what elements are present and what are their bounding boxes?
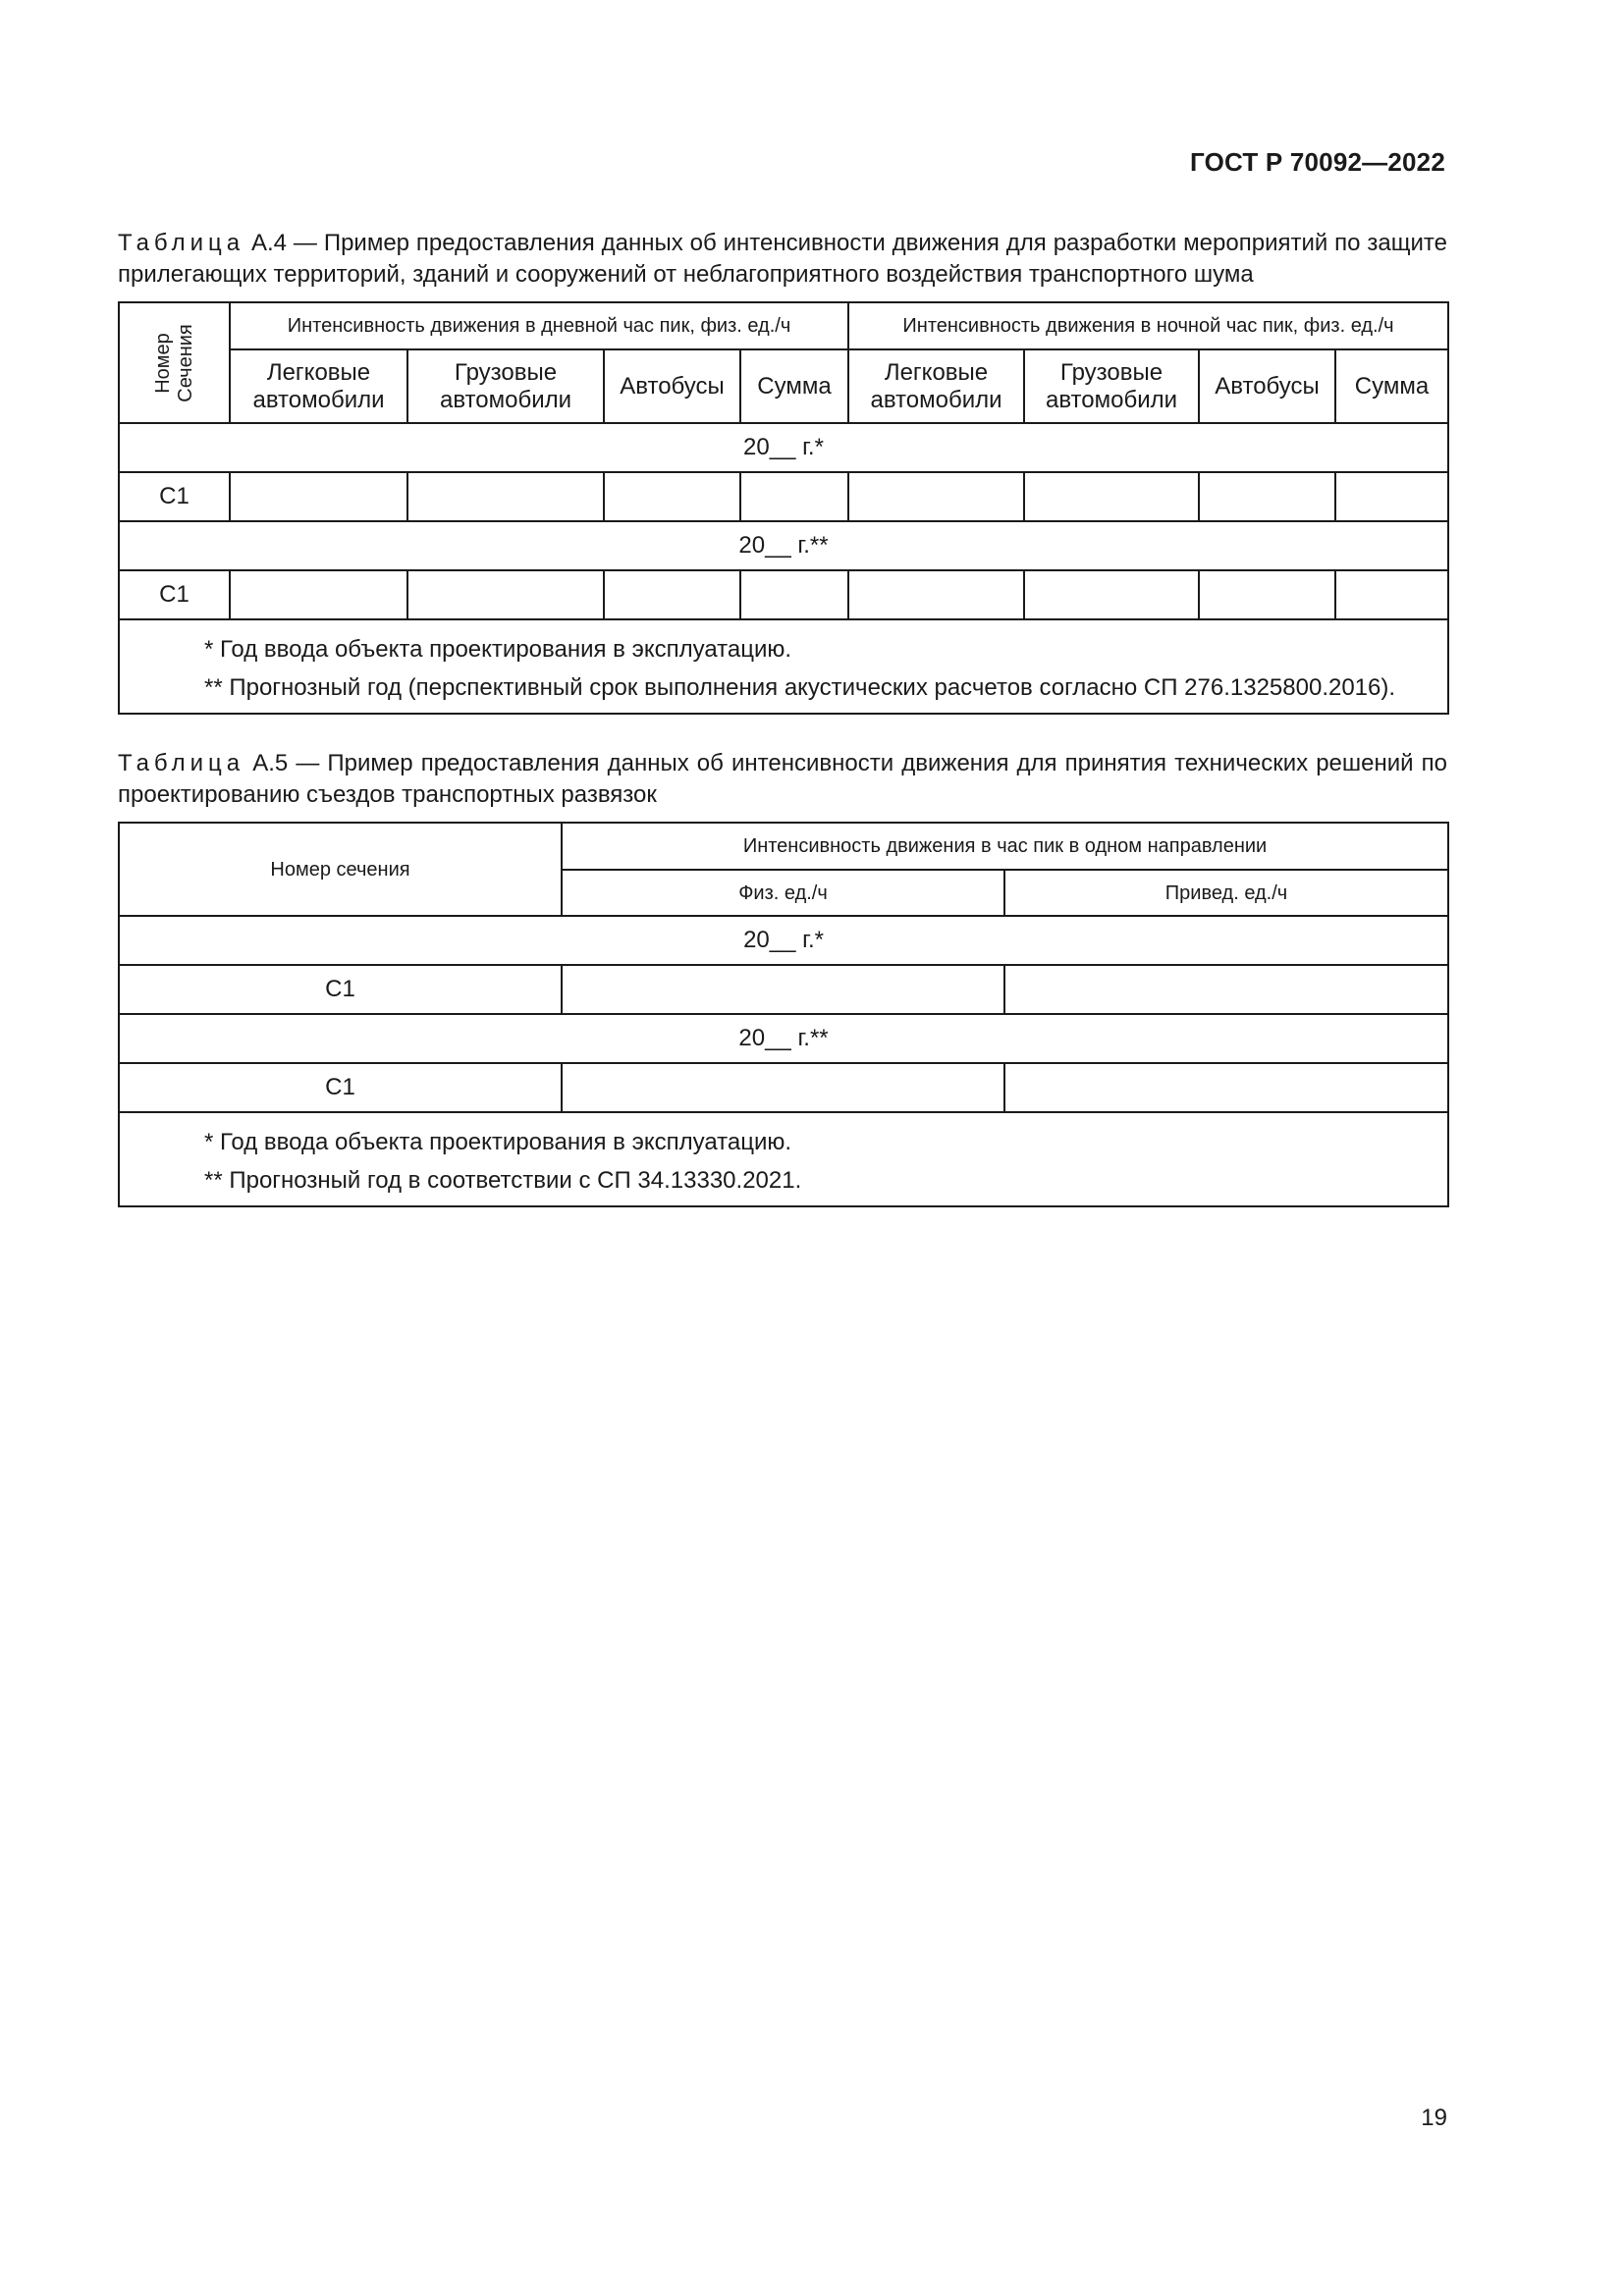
header-night-peak: Интенсивность движения в ночной час пик, физ. ед./ч — [848, 302, 1448, 349]
footnote-forecast: ** Прогнозный год (перспективный срок выполнения акустических расчетов согласно СП 276.1325800.2016). — [204, 674, 1396, 701]
data-cell — [604, 472, 740, 521]
data-cell — [407, 472, 604, 521]
table-a4-caption-label: Таблица — [118, 230, 245, 256]
footnote-commissioning: * Год ввода объекта проектирования в эксплуатацию. — [204, 1129, 792, 1155]
header-day-trucks: Грузовые автомобили — [407, 349, 604, 423]
year-row-commissioning: 20__ г.* — [119, 423, 1448, 472]
footnote-forecast: ** Прогнозный год в соответствии с СП 34.13330.2021. — [204, 1167, 802, 1194]
table-a5-caption-label: Таблица — [118, 750, 245, 776]
data-cell — [604, 570, 740, 619]
data-cell — [740, 570, 848, 619]
table-a5-caption — [118, 748, 1447, 811]
data-cell — [1004, 1063, 1448, 1112]
data-cell — [562, 1063, 1004, 1112]
table-a5-footnotes — [119, 1112, 1448, 1206]
data-cell — [230, 472, 407, 521]
header-night-cars: Легковые автомобили — [848, 349, 1024, 423]
data-cell — [562, 965, 1004, 1014]
data-cell — [848, 472, 1024, 521]
data-cell — [1024, 472, 1199, 521]
header-night-sum: Сумма — [1335, 349, 1448, 423]
header-physical-units: Физ. ед./ч — [562, 870, 1004, 916]
data-cell — [740, 472, 848, 521]
data-cell — [407, 570, 604, 619]
header-day-buses: Автобусы — [604, 349, 740, 423]
data-cell — [848, 570, 1024, 619]
data-cell — [1024, 570, 1199, 619]
data-cell — [1335, 570, 1448, 619]
table-a4-caption — [118, 228, 1447, 291]
document-code-header: ГОСТ Р 70092—2022 — [1190, 147, 1445, 177]
header-day-sum: Сумма — [740, 349, 848, 423]
table-a4-caption-text: А.4 — Пример предоставления данных об интенсивности движения для разработки мероприятий по защите прилегающих территорий, зданий и сооружений от неблагоприятного воздействия транспортного шума — [118, 230, 1447, 288]
header-day-peak: Интенсивность движения в дневной час пик, физ. ед./ч — [230, 302, 848, 349]
data-cell — [1199, 472, 1335, 521]
section-cell: С1 — [119, 1063, 562, 1112]
data-cell — [1335, 472, 1448, 521]
table-a4-footnotes — [119, 619, 1448, 714]
header-night-trucks: Грузовые автомобили — [1024, 349, 1199, 423]
footnote-commissioning: * Год ввода объекта проектирования в эксплуатацию. — [204, 636, 792, 663]
year-row-forecast: 20__ г.** — [119, 521, 1448, 570]
data-cell — [1199, 570, 1335, 619]
data-cell — [230, 570, 407, 619]
year-row-forecast: 20__ г.** — [119, 1014, 1448, 1063]
header-section-number: Номер сечения — [119, 823, 562, 916]
page-number: 19 — [1421, 2105, 1447, 2131]
header-peak-one-direction: Интенсивность движения в час пик в одном направлении — [562, 823, 1448, 870]
year-row-commissioning: 20__ г.* — [119, 916, 1448, 965]
header-section-number: Номер Сечения — [119, 302, 230, 423]
table-a4 — [118, 301, 1449, 715]
data-cell — [1004, 965, 1448, 1014]
table-a5-caption-text: А.5 — Пример предоставления данных об интенсивности движения для принятия технических решений по проектированию съездов транспортных развязок — [118, 750, 1447, 808]
header-reduced-units: Привед. ед./ч — [1004, 870, 1448, 916]
header-day-cars: Легковые автомобили — [230, 349, 407, 423]
table-a5 — [118, 822, 1449, 1207]
header-night-buses: Автобусы — [1199, 349, 1335, 423]
section-cell: С1 — [119, 965, 562, 1014]
section-cell: С1 — [119, 472, 230, 521]
section-cell: С1 — [119, 570, 230, 619]
